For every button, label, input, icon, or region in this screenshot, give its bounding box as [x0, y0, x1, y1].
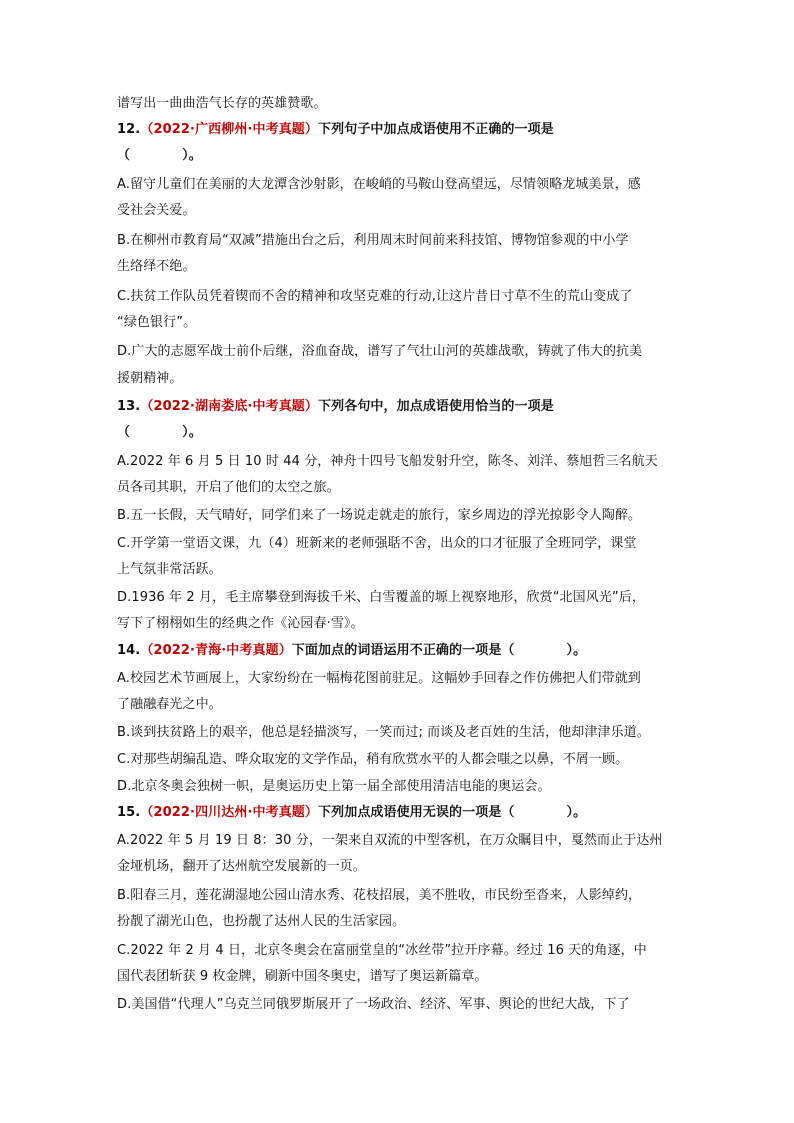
option-c: C.扶贫工作队员凭着锲而不舍的精神和攻坚克难的行动,让这片昔日寸草不生的荒山变成了 — [117, 289, 633, 304]
question-12-stem — [117, 121, 554, 139]
question-number: 15. — [117, 805, 141, 820]
option-d: D.广大的志愿军战士前仆后继，浴血奋战，谱写了气壮山河的英雄战歌，铸就了伟大的抗美 — [117, 344, 643, 359]
question-text: 下列各句中，加点成语使用恰当的一项是 — [318, 399, 554, 414]
question-14-stem: 14.（2022·青海·中考真题）下面加点的词语运用不正确的一项是（ ）。 — [117, 643, 587, 658]
question-13-stem — [117, 398, 554, 416]
option-a-cont: 受社会关爱。 — [117, 203, 196, 218]
option-a: A.2022 年 5 月 19 日 8：30 分，一架来自双流的中型客机，在万众瞩目中，戛然而止于达州 — [117, 833, 663, 848]
option-c-cont: 上气氛非常活跃。 — [117, 562, 222, 577]
option-b-cont: 生络绎不绝。 — [117, 259, 196, 274]
question-source: （2022·青海·中考真题） — [140, 643, 292, 658]
option-c: C.开学第一堂语文课，九（4）班新来的老师强聒不舍，出众的口才征服了全班同学，课堂 — [117, 536, 637, 551]
option-d-cont: 援朝精神。 — [117, 371, 183, 386]
question-source: （2022·四川达州·中考真题） — [140, 805, 319, 820]
question-number: 14. — [117, 643, 141, 658]
option-b: B.五一长假，天气晴好，同学们来了一场说走就走的旅行，家乡周边的浮光掠影令人陶醉。 — [117, 508, 642, 523]
option-a-cont: 了融融春光之中。 — [117, 697, 222, 712]
option-a-cont: 金垭机场，翻开了达州航空发展新的一页。 — [117, 859, 366, 874]
option-c: C.对那些胡编乱造、哗众取宠的文学作品，稍有欣赏水平的人都会嗤之以鼻，不屑一顾。 — [117, 752, 629, 767]
option-b-cont: 扮靓了湖光山色，也扮靓了达州人民的生活家园。 — [117, 914, 406, 929]
option-c-cont: “绿色银行”。 — [117, 315, 197, 330]
option-a-cont: 员各司其职，开启了他们的太空之旅。 — [117, 480, 340, 495]
intro-line: 谱写出一曲曲浩气长存的英雄赞歌。 — [117, 96, 327, 111]
question-text: 下面加点的词语运用不正确的一项是（ — [291, 643, 515, 658]
answer-blank: （ ）。 — [117, 425, 202, 440]
option-d: D.1936 年 2 月，毛主席攀登到海拔千米、白雪覆盖的塬上视察地形，欣赏“北国风光”后， — [117, 590, 645, 605]
question-number: 13. — [117, 399, 141, 414]
option-a: A.2022 年 6 月 5 日 10 时 44 分，神舟十四号飞船发射升空，陈冬、刘洋、蔡旭哲三名航天 — [117, 454, 658, 469]
option-d-cont: 写下了栩栩如生的经典之作《沁园春·雪》。 — [117, 616, 364, 631]
answer-blank: （ ）。 — [117, 148, 202, 163]
option-c: C.2022 年 2 月 4 日，北京冬奥会在富丽堂皇的“冰丝带”拉开序幕。经过 16 天的角逐，中 — [117, 943, 647, 958]
question-source: （2022·湖南娄底·中考真题） — [140, 399, 319, 414]
option-b: B.在柳州市教育局“双减”措施出台之后，利用周末时间前来科技馆、博物馆参观的中小学 — [117, 233, 629, 248]
question-text: 下列加点成语使用无误的一项是（ — [318, 805, 515, 820]
option-b: B.阳春三月，莲花湖湿地公园山清水秀、花枝招展，美不胜收，市民纷至沓来，人影绰约， — [117, 888, 642, 903]
option-b: B.谈到扶贫路上的艰辛，他总是轻描淡写，一笑而过; 而谈及老百姓的生活，他却津津乐道。 — [117, 725, 650, 740]
option-a: A.留守儿童们在美丽的大龙潭含沙射影，在峻峭的马鞍山登高望远，尽情领略龙城美景，感 — [117, 177, 641, 192]
option-d: D.北京冬奥会独树一帜，是奥运历史上第一届全部使用清洁电能的奥运会。 — [117, 779, 551, 794]
question-15-stem: 15.（2022·四川达州·中考真题）下列加点成语使用无误的一项是（ ）。 — [117, 805, 587, 820]
question-number: 12. — [117, 122, 141, 137]
option-d: D.美国借“代理人”乌克兰同俄罗斯展开了一场政治、经济、军事、舆论的世纪大战，下了 — [117, 997, 630, 1012]
option-a: A.校园艺术节画展上，大家纷纷在一幅梅花图前驻足。这幅妙手回春之作仿佛把人们带就到 — [117, 671, 641, 686]
question-source: （2022·广西柳州·中考真题） — [140, 122, 319, 137]
option-c-cont: 国代表团斩获 9 枚金牌，刷新中国冬奥史，谱写了奥运新篇章。 — [117, 969, 488, 984]
question-text: 下列句子中加点成语使用不正确的一项是 — [318, 122, 554, 137]
